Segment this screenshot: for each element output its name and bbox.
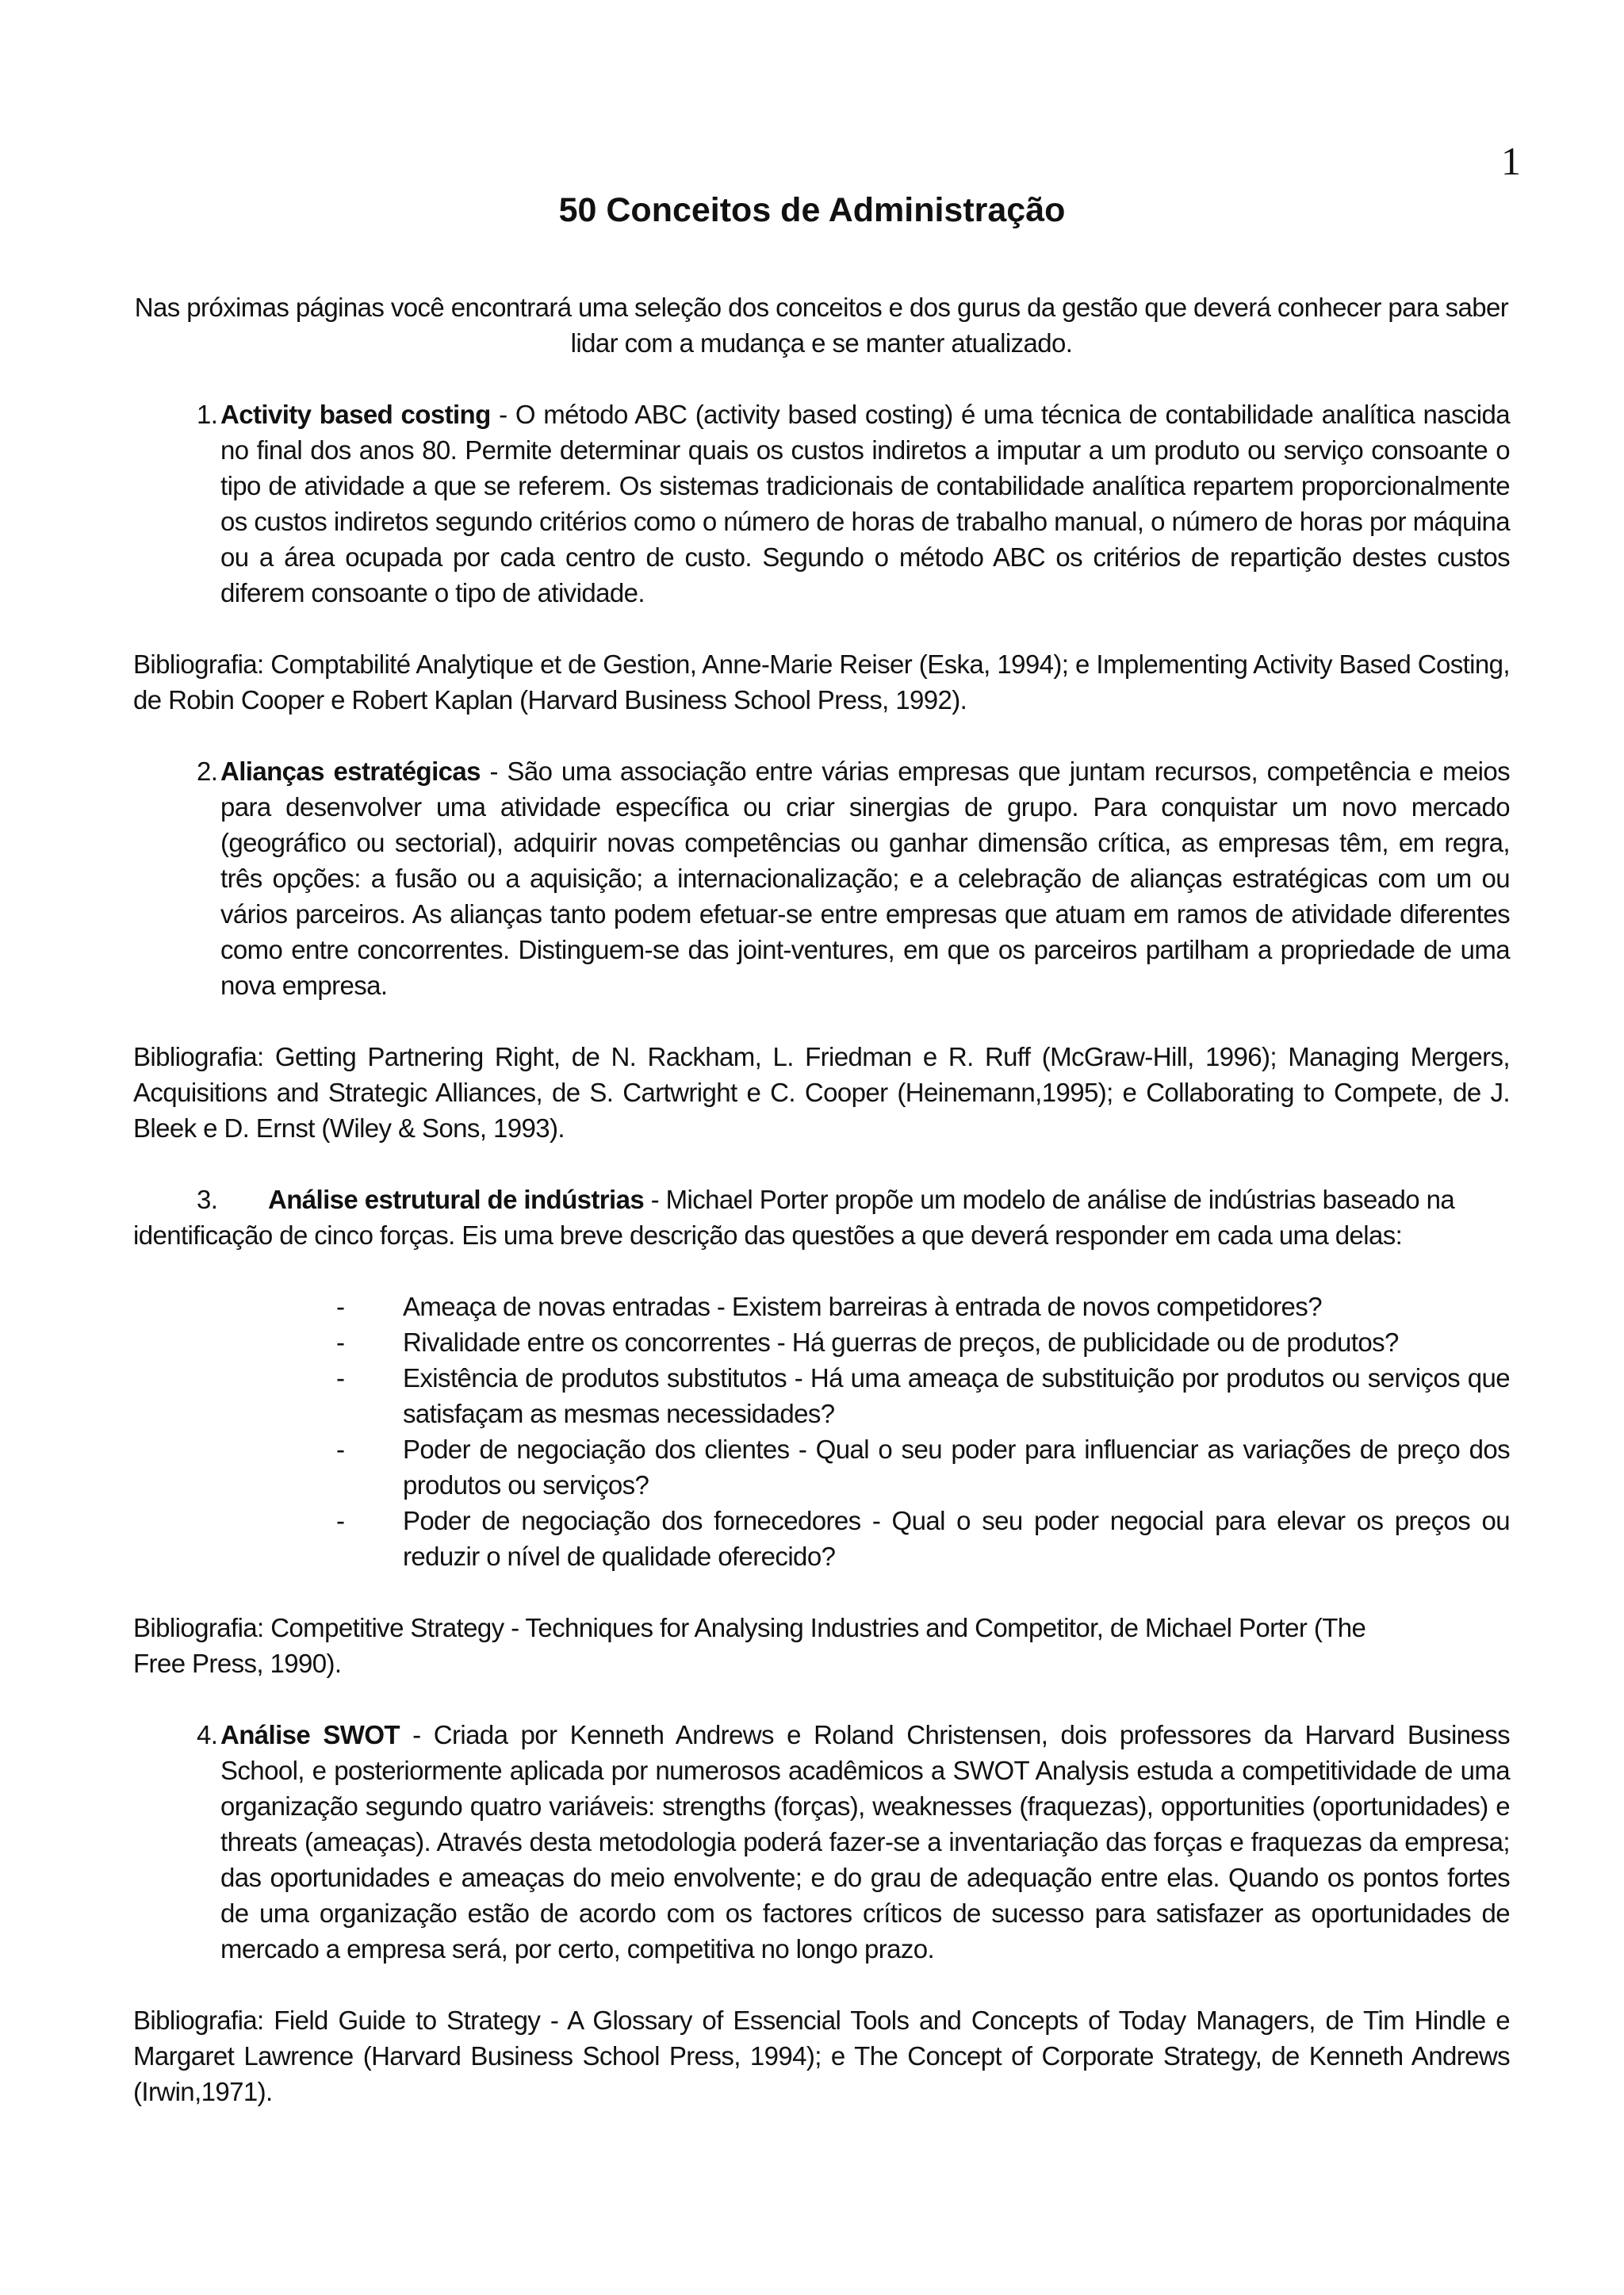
list-item-text: Poder de negociação dos fornecedores - Qual o seu poder negocial para elevar os preços ou reduzir o nível de qualidade oferecido? bbox=[403, 1506, 1510, 1571]
concept-description: - O método ABC (activity based costing) é uma técnica de contabilidade analítica nascida no final dos anos 80. Permite determinar quais os custos indiretos a imputar a um produto ou serviço consoante o tipo de atividade a que se referem. Os sistemas tradicionais de contabilidade analítica repartem proporcionalmente os custos indiretos segundo critérios como o número de horas de trabalho manual, o número de horas por máquina ou a área ocupada por cada centro de custo. Segundo o método ABC os critérios de repartição destes custos diferem consoante o tipo de atividade. bbox=[220, 400, 1510, 607]
item-number: 2. bbox=[197, 757, 218, 786]
item-number: 1. bbox=[197, 400, 218, 429]
list-item bbox=[133, 1503, 1510, 1574]
dash-bullet: - bbox=[336, 1435, 345, 1464]
bibliography-1: Bibliografia: Comptabilité Analytique et de Gestion, Anne-Marie Reiser (Eska, 1994); e Implementing Activity Based Costing, de Robin Cooper e Robert Kaplan (Harvard Business School Press, 1992). bbox=[133, 649, 1510, 715]
dash-bullet: - bbox=[336, 1328, 345, 1357]
list-item bbox=[133, 1431, 1510, 1503]
bibliography-4: Bibliografia: Field Guide to Strategy - A Glossary of Essencial Tools and Concepts of Today Managers, de Tim Hindle e Margaret Lawrence (Harvard Business School Press, 1994); e The Concept of Corporate Strategy, de Kenneth Andrews (Irwin,1971). bbox=[133, 2006, 1510, 2106]
dash-bullet: - bbox=[336, 1292, 345, 1321]
bibliography-2: Bibliografia: Getting Partnering Right, de N. Rackham, L. Friedman e R. Ruff (McGraw-Hill, 1996); Managing Mergers, Acquisitions and Strategic Alliances, de S. Cartwright e C. Cooper (Heinemann,1995); e Collaborating to Compete, de J. Bleek e D. Ernst (Wiley & Sons, 1993). bbox=[133, 1042, 1510, 1143]
intro-paragraph: Nas próximas páginas você encontrará uma seleção dos conceitos e dos gurus da gestão que deverá conhecer para saber lidar com a mudança e se manter atualizado. bbox=[134, 293, 1509, 358]
concept-item-4 bbox=[133, 1717, 1510, 1967]
list-item-text: Ameaça de novas entradas - Existem barreiras à entrada de novos competidores? bbox=[403, 1292, 1322, 1321]
five-forces-list bbox=[133, 1289, 1510, 1574]
concept-item-1 bbox=[133, 397, 1510, 611]
item-number: 3. bbox=[197, 1185, 218, 1214]
concept-term: Alianças estratégicas bbox=[220, 757, 481, 786]
list-item-text: Poder de negociação dos clientes - Qual o seu poder para influenciar as variações de preço dos produtos ou serviços? bbox=[403, 1435, 1510, 1500]
dash-bullet: - bbox=[336, 1506, 345, 1535]
concept-item-3 bbox=[133, 1182, 1510, 1253]
concept-term: Análise SWOT bbox=[220, 1720, 400, 1749]
concept-description: - Michael Porter propõe um modelo de análise de indústrias baseado na identificação de cinco forças. Eis uma breve descrição das questões a que deverá responder em cada uma delas: bbox=[133, 1185, 1455, 1250]
concept-description: - Criada por Kenneth Andrews e Roland Christensen, dois professores da Harvard Business School, e posteriormente aplicada por numerosos acadêmicos a SWOT Analysis estuda a competitividade de uma organização segundo quatro variáveis: strengths (forças), weaknesses (fraquezas), opportunities (oportunidades) e threats (ameaças). Através desta metodologia poderá fazer-se a inventariação das forças e fraquezas da empresa; das oportunidades e ameaças do meio envolvente; e do grau de adequação entre elas. Quando os pontos fortes de uma organização estão de acordo com os factores críticos de sucesso para satisfazer as oportunidades de mercado a empresa será, por certo, competitiva no longo prazo. bbox=[220, 1720, 1510, 1964]
bibliography-3: Bibliografia: Competitive Strategy - Techniques for Analysing Industries and Competitor, de Michael Porter (The Free Press, 1990). bbox=[133, 1613, 1366, 1678]
concept-item-2 bbox=[133, 753, 1510, 1003]
item-body bbox=[220, 397, 1510, 611]
page-number: 1 bbox=[1501, 139, 1521, 183]
dash-bullet: - bbox=[336, 1363, 345, 1393]
concept-description: - São uma associação entre várias empresas que juntam recursos, competência e meios para desenvolver uma atividade específica ou criar sinergias de grupo. Para conquistar um novo mercado (geográfico ou sectorial), adquirir novas competências ou ganhar dimensão crítica, as empresas têm, em regra, três opções: a fusão ou a aquisição; a internacionalização; e a celebração de alianças estratégicas com um ou vários parceiros. As alianças tanto podem efetuar-se entre empresas que atuam em ramos de atividade diferentes como entre concorrentes. Distinguem-se das joint-ventures, em que os parceiros partilham a propriedade de uma nova empresa. bbox=[220, 757, 1510, 1000]
item-body bbox=[220, 753, 1510, 1003]
page-title: 50 Conceitos de Administração bbox=[558, 191, 1066, 229]
list-item bbox=[133, 1324, 1510, 1360]
item-body bbox=[220, 1717, 1510, 1967]
concept-term: Activity based costing bbox=[220, 400, 491, 429]
list-item bbox=[133, 1360, 1510, 1431]
concept-term: Análise estrutural de indústrias bbox=[268, 1185, 645, 1214]
document-body bbox=[133, 289, 1510, 2145]
list-item bbox=[133, 1289, 1510, 1324]
item-number: 4. bbox=[197, 1720, 218, 1749]
list-item-text: Existência de produtos substitutos - Há uma ameaça de substituição por produtos ou serviços que satisfaçam as mesmas necessidades? bbox=[403, 1363, 1510, 1428]
list-item-text: Rivalidade entre os concorrentes - Há guerras de preços, de publicidade ou de produtos? bbox=[403, 1328, 1399, 1357]
